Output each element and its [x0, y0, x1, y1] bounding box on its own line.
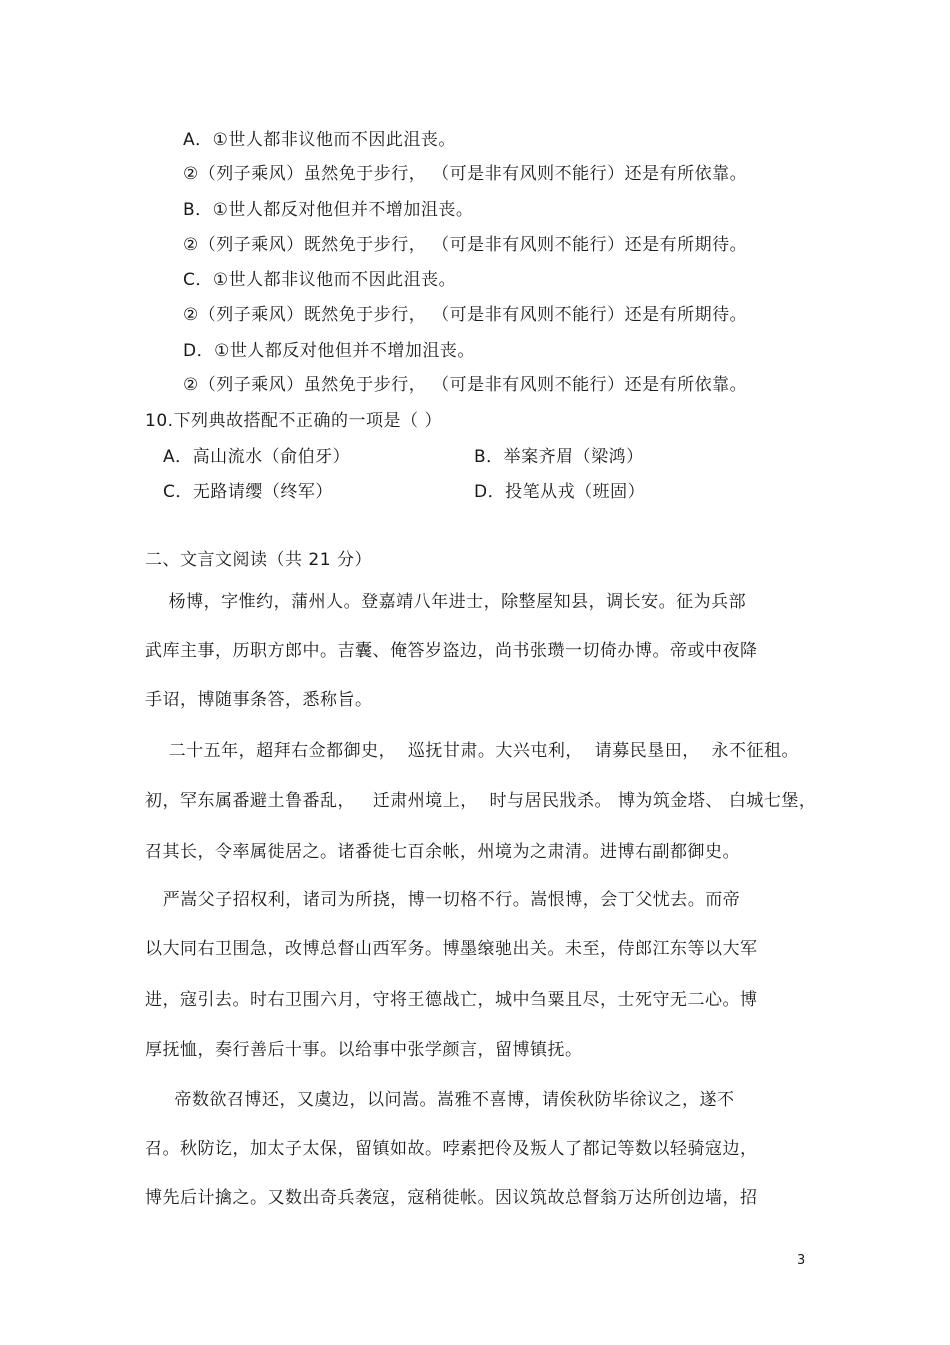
- passage-line: 召其长，令率属徙居之。诸番徙七百余帐，州境为之肃清。进博右副都御史。: [145, 842, 740, 862]
- passage-line: 帝数欲召博还，又虞边，以问嵩。嵩雅不喜博，请俟秋防毕徐议之，遂不: [145, 1090, 735, 1110]
- q10-choice-a: A．高山流水（俞伯牙）: [163, 447, 351, 467]
- passage-line: 初，罕东属番避土鲁番乱， 迁肃州境上， 时与居民戕杀。 博为筑金塔、 白城七堡，: [145, 791, 817, 811]
- section-2-title: 二、文言文阅读（共 21 分）: [145, 550, 372, 570]
- q9-option-b-2: ②（列子乘风）既然免于步行， （可是非有风则不能行）还是有所期待。: [183, 235, 748, 255]
- passage-line: 进，寇引去。时右卫围六月，守将王德战亡，城中刍粟且尽，士死守无二心。博: [145, 990, 758, 1010]
- q9-option-a-2: ②（列子乘风）虽然免于步行， （可是非有风则不能行）还是有所依靠。: [183, 164, 748, 184]
- passage-line: 二十五年，超拜右佥都御史， 巡抚甘肃。大兴屯利， 请募民垦田， 永不征租。: [145, 741, 800, 761]
- passage-line: 博先后计擒之。又数出奇兵袭寇，寇稍徙帐。因议筑故总督翁万达所创边墙，招: [145, 1188, 758, 1208]
- q10-choice-b: B．举案齐眉（梁鸿）: [474, 447, 644, 467]
- q9-option-d-2: ②（列子乘风）虽然免于步行， （可是非有风则不能行）还是有所依靠。: [183, 375, 748, 395]
- page-number: 3: [797, 1253, 806, 1268]
- q9-option-a-1: A．①世人都非议他而不因此沮丧。: [183, 130, 456, 150]
- passage-line: 手诏，博随事条答，悉称旨。: [145, 690, 373, 710]
- passage-line: 以大同右卫围急，改博总督山西军务。博墨缞驰出关。未至，侍郎江东等以大军: [145, 939, 758, 959]
- q9-option-c-1: C．①世人都非议他而不因此沮丧。: [183, 270, 457, 290]
- passage-line: 厚抚恤，奏行善后十事。以给事中张学颜言，留博镇抚。: [145, 1040, 583, 1060]
- q9-option-c-2: ②（列子乘风）既然免于步行， （可是非有风则不能行）还是有所期待。: [183, 305, 748, 325]
- q10-stem: 10.下列典故搭配不正确的一项是（ ）: [145, 411, 442, 431]
- passage-line: 召。秋防讫，加太子太保，留镇如故。哱素把伶及叛人了都记等数以轻骑寇边，: [145, 1139, 758, 1159]
- passage-line: 武库主事，历职方郎中。吉囊、俺答岁盗边，尚书张瓒一切倚办博。帝或中夜降: [145, 641, 758, 661]
- q10-choice-d: D．投笔从戎（班固）: [474, 482, 646, 502]
- passage-line: 杨博，字惟约，蒲州人。登嘉靖八年进士，除整屋知县，调长安。征为兵部: [145, 592, 747, 612]
- q9-option-d-1: D．①世人都反对他但并不增加沮丧。: [183, 341, 475, 361]
- passage-line: 严嵩父子招权利，诸司为所挠，博一切格不行。嵩恨博，会丁父忧去。而帝: [145, 890, 741, 910]
- q9-option-b-1: B．①世人都反对他但并不增加沮丧。: [183, 200, 474, 220]
- q10-choice-c: C．无路请缨（终军）: [163, 482, 333, 502]
